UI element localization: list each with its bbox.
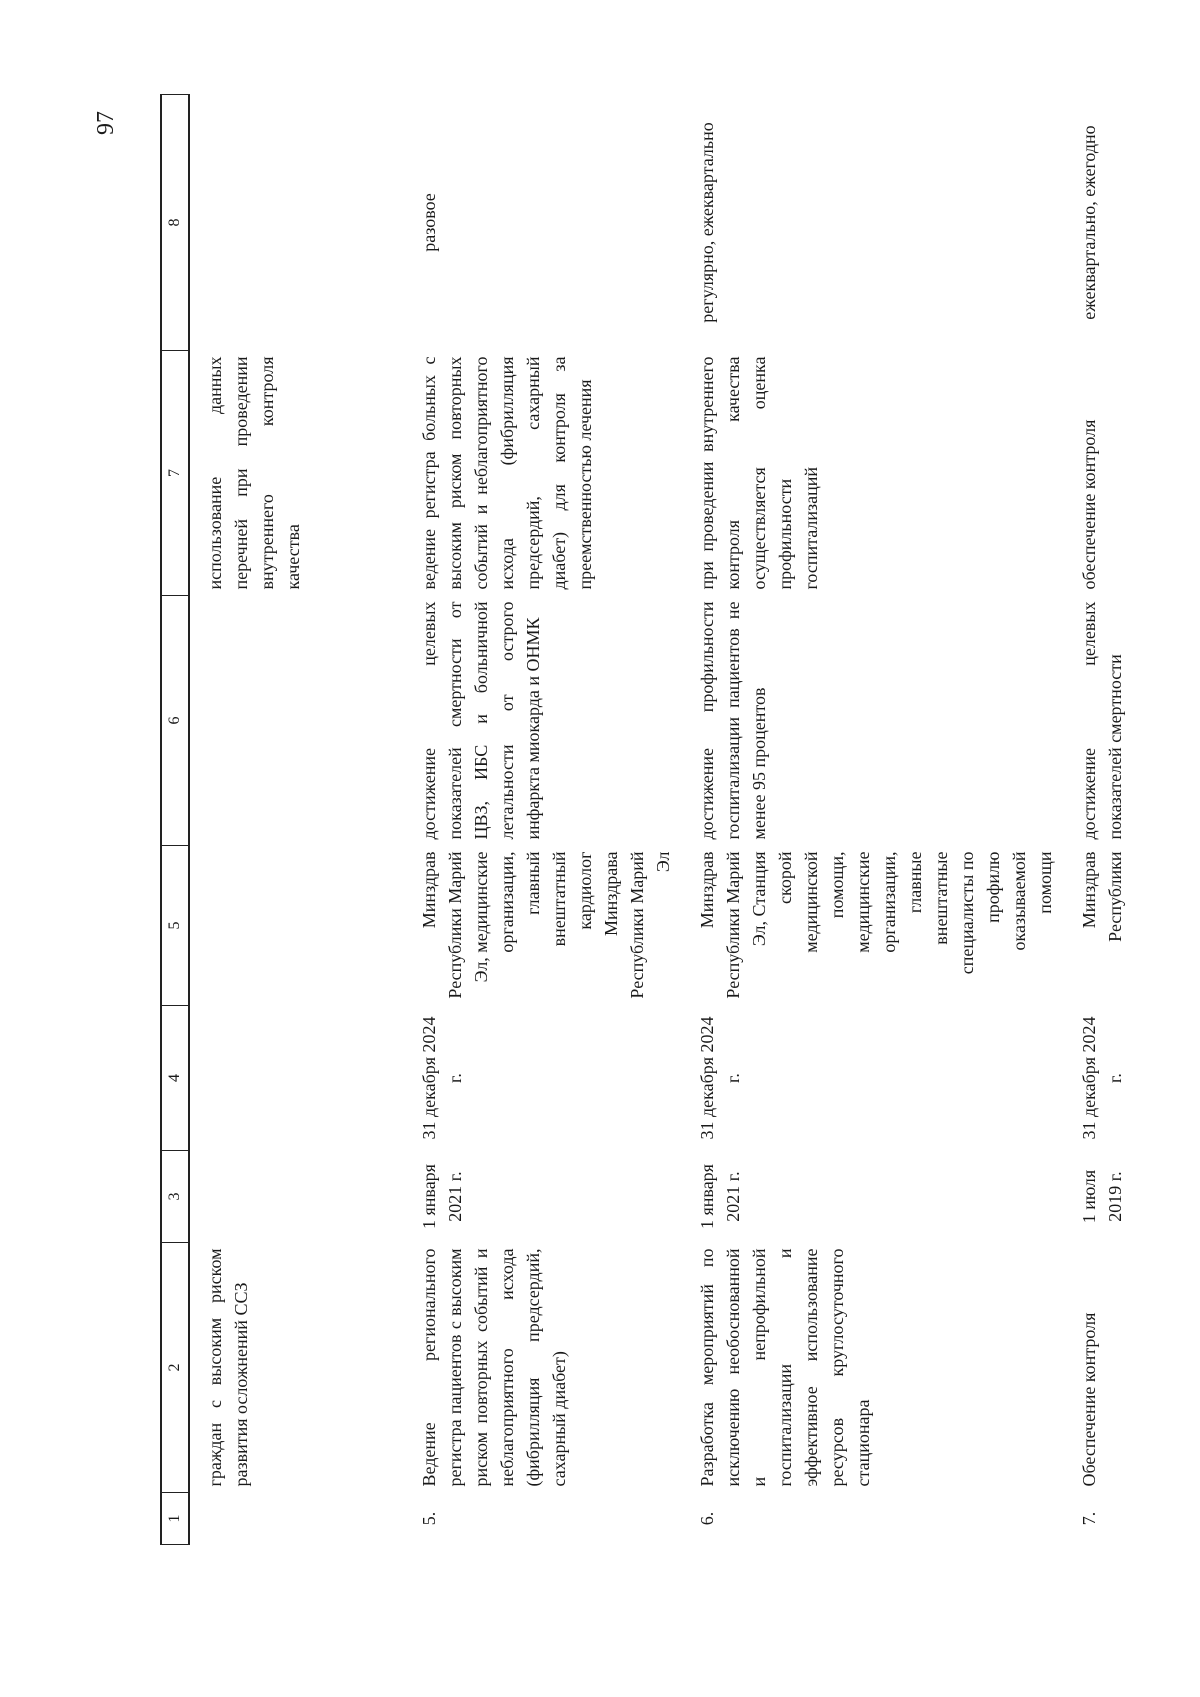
start-date-cell: 1 июля 2019 г.	[1079, 1169, 1125, 1224]
mechanism-cell: ведение регистра больных с высоким риском повторных событий и неблагоприятного исхода (фибрилляция предсердий, сахарный диабет) для контроля за преемственностью лечения	[419, 356, 595, 590]
indicator-cell: достижение целевых показателей смертности от ЦВЗ, ИБС и больничной летальности от острого инфаркта миокарда и ОНМК	[419, 601, 543, 840]
measure-cell: Ведение регионального регистра пациентов с высоким риском повторных событий и неблагоприятного исхода (фибрилляция предсердий, сахарный диабет)	[419, 1248, 569, 1487]
measure-cell: Обеспечение контроля	[1079, 1312, 1099, 1487]
frequency-cell	[189, 95, 404, 351]
row-number: 6.	[697, 1511, 717, 1526]
column-header-6: 6	[161, 596, 189, 846]
column-header-1: 1	[161, 1493, 189, 1545]
measure-cell: граждан с высоким риском развития осложнений ССЗ	[205, 1248, 251, 1487]
mechanism-cell: использование данных перечней при проведении внутреннего контроля качества	[205, 356, 303, 590]
column-number-row	[161, 95, 189, 1545]
column-header-2: 2	[161, 1243, 189, 1493]
table-row	[1064, 95, 1200, 1545]
end-date-cell	[189, 1006, 404, 1151]
column-header-3: 3	[161, 1151, 189, 1243]
responsible-cell	[189, 846, 404, 1006]
column-header-4: 4	[161, 1006, 189, 1151]
responsible-cell: Минздрав Республики	[1079, 851, 1125, 942]
mechanism-cell: обеспечение контроля	[1079, 419, 1099, 590]
measure-cell: Разработка мероприятий по исключению необоснованной и непрофильной госпитализации и эффективное использование ресурсов круглосуточного стационара	[697, 1248, 873, 1487]
measures-table	[160, 94, 1200, 1545]
indicator-cell: достижение целевых показателей смертности	[1079, 601, 1125, 840]
page-number: 97	[93, 111, 119, 135]
row-number	[189, 1493, 404, 1545]
row-number: 5.	[419, 1511, 439, 1526]
column-header-5: 5	[161, 846, 189, 1006]
end-date-cell: 31 декабря 2024 г.	[419, 1016, 465, 1140]
start-date-cell: 1 января 2021 г.	[419, 1164, 465, 1229]
frequency-cell: разовое	[419, 193, 439, 252]
table-row	[682, 95, 1064, 1545]
frequency-cell: ежеквартально, ежегодно	[1079, 125, 1099, 320]
end-date-cell: 31 декабря 2024 г.	[697, 1016, 743, 1140]
table-row	[189, 95, 404, 1545]
indicator-cell	[189, 596, 404, 846]
indicator-cell: достижение профильности госпитализации пациентов не менее 95 процентов	[697, 601, 769, 840]
row-number: 7.	[1079, 1511, 1099, 1526]
start-date-cell	[189, 1151, 404, 1243]
mechanism-cell: при проведении внутреннего контроля качества осуществляется оценка профильности госпитализаций	[697, 356, 821, 590]
frequency-cell: регулярно, ежеквартально	[697, 122, 717, 323]
responsible-cell: Минздрав Республики Марий Эл, Станция скорой медицинской помощи, медицинские организации, главные внештатные специалисты по профилю оказываемой помощи	[697, 851, 1055, 999]
column-header-8: 8	[161, 95, 189, 351]
start-date-cell: 1 января 2021 г.	[697, 1164, 743, 1229]
responsible-cell: Минздрав Республики Марий Эл, медицинские организации, главный внештатный кардиолог Минздрава Республики Марий Эл	[419, 851, 673, 999]
end-date-cell: 31 декабря 2024 г.	[1079, 1016, 1125, 1140]
column-header-7: 7	[161, 351, 189, 596]
table-row	[404, 95, 682, 1545]
